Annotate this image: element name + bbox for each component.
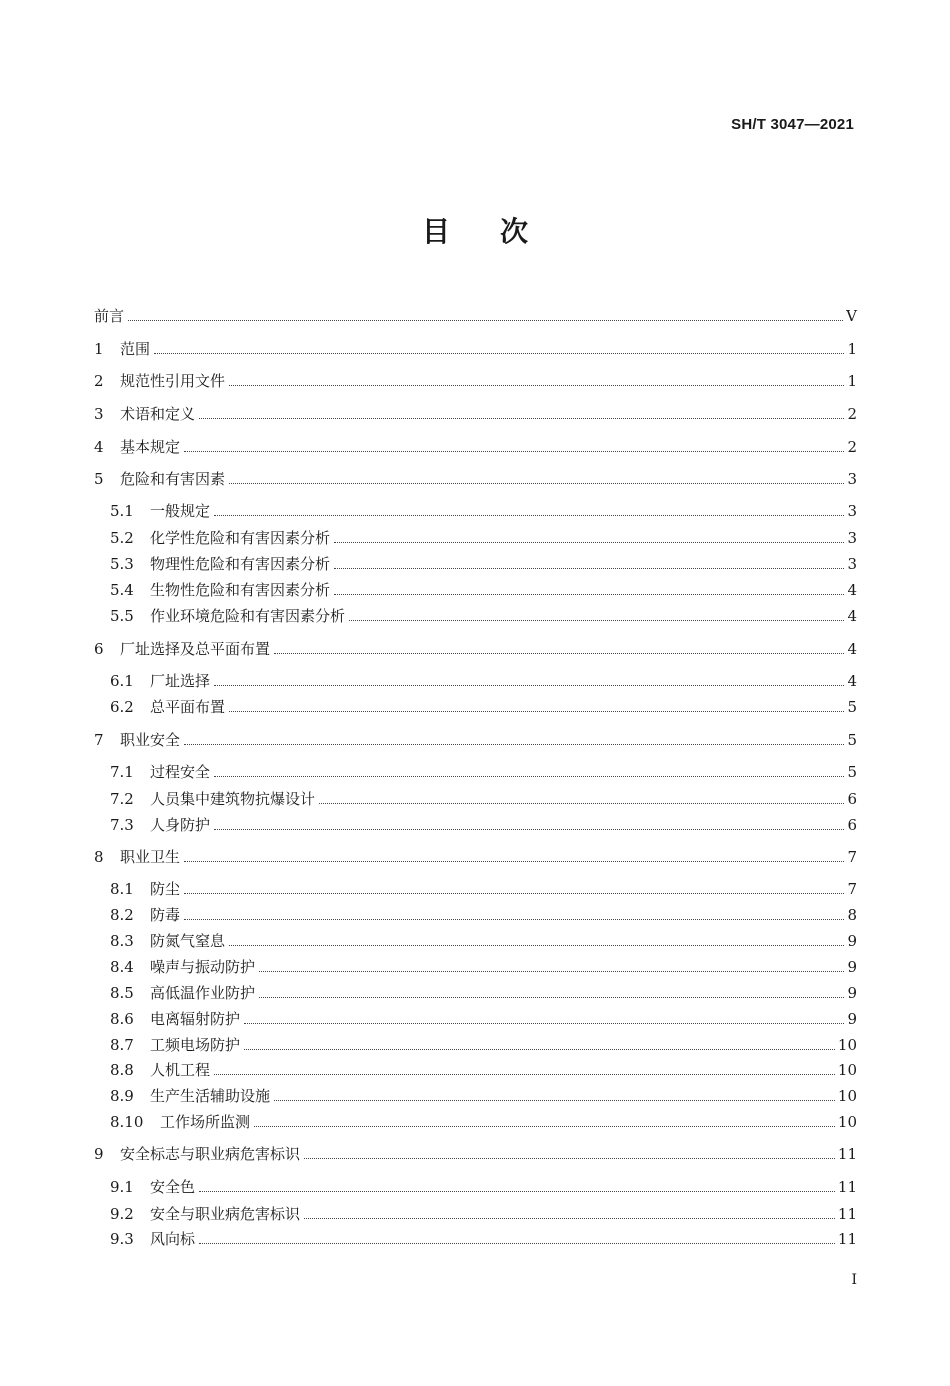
toc-entry[interactable] — [94, 846, 857, 868]
toc-number: 8.5 — [110, 984, 134, 1002]
toc-label: 生产生活辅助设施 — [150, 1087, 271, 1105]
toc-number: 8.9 — [110, 1087, 134, 1105]
toc-page: 10 — [837, 1113, 857, 1131]
toc-entry[interactable] — [94, 1111, 857, 1133]
toc-label: 过程安全 — [150, 763, 211, 781]
toc-entry[interactable] — [94, 1228, 857, 1250]
toc-label: 安全色 — [150, 1178, 196, 1196]
toc-number: 6.1 — [110, 672, 134, 690]
toc-page: V — [846, 307, 857, 325]
toc-label: 职业安全 — [120, 731, 181, 749]
toc-number: 2 — [94, 372, 104, 390]
toc-entry[interactable] — [94, 761, 857, 783]
toc-entry[interactable] — [94, 1008, 857, 1030]
toc-entry[interactable] — [94, 982, 857, 1004]
toc-label: 术语和定义 — [120, 405, 196, 423]
toc-page: 8 — [847, 906, 857, 924]
toc-entry[interactable] — [94, 956, 857, 978]
toc-entry[interactable] — [94, 370, 857, 392]
toc-page: 5 — [847, 731, 857, 749]
toc-page: 3 — [847, 555, 857, 573]
toc-entry[interactable] — [94, 878, 857, 900]
toc-label: 总平面布置 — [150, 698, 226, 716]
toc-number: 8.3 — [110, 932, 134, 950]
toc-number: 9.3 — [110, 1230, 134, 1248]
toc-label: 物理性危险和有害因素分析 — [150, 555, 331, 573]
toc-page: 11 — [837, 1145, 857, 1163]
toc-number: 7.3 — [110, 816, 134, 834]
toc-label: 厂址选择 — [150, 672, 211, 690]
toc-label: 规范性引用文件 — [120, 372, 226, 390]
toc-label: 作业环境危险和有害因素分析 — [150, 607, 346, 625]
toc-number: 6 — [94, 640, 104, 658]
toc-entry[interactable] — [94, 403, 857, 425]
toc-number: 9.2 — [110, 1205, 134, 1223]
toc-page: 7 — [847, 880, 857, 898]
toc-label: 前言 — [94, 307, 125, 325]
toc-entry[interactable] — [94, 500, 857, 522]
toc-number: 8.1 — [110, 880, 134, 898]
toc-page: 3 — [847, 502, 857, 520]
toc-number: 4 — [94, 438, 104, 456]
toc-page: 2 — [847, 405, 857, 423]
toc-label: 安全与职业病危害标识 — [150, 1205, 301, 1223]
toc-number: 9 — [94, 1145, 104, 1163]
toc-entry[interactable] — [94, 1143, 857, 1165]
toc-entry[interactable] — [94, 579, 857, 601]
toc-label: 电离辐射防护 — [150, 1010, 241, 1028]
title-char-2: 次 — [500, 215, 529, 248]
page-number: I — [851, 1272, 857, 1288]
toc-entry[interactable] — [94, 605, 857, 627]
toc-label: 防毒 — [150, 906, 181, 924]
toc-label: 职业卫生 — [120, 848, 181, 866]
toc-label: 防尘 — [150, 880, 181, 898]
toc-label: 人身防护 — [150, 816, 211, 834]
toc-page: 1 — [847, 340, 857, 358]
toc-label: 危险和有害因素 — [120, 470, 226, 488]
toc-label: 一般规定 — [150, 502, 211, 520]
toc-entry[interactable] — [94, 1085, 857, 1107]
toc-page: 10 — [837, 1087, 857, 1105]
toc-number: 7 — [94, 731, 104, 749]
toc-page: 4 — [847, 607, 857, 625]
toc-label: 高低温作业防护 — [150, 984, 256, 1002]
toc-label: 基本规定 — [120, 438, 181, 456]
toc-label: 工频电场防护 — [150, 1036, 241, 1054]
toc-entry[interactable] — [94, 1176, 857, 1198]
toc-entry[interactable] — [94, 436, 857, 458]
toc-label: 防氮气窒息 — [150, 932, 226, 950]
toc-page: 11 — [837, 1230, 857, 1248]
toc-page: 4 — [847, 672, 857, 690]
toc-label: 人机工程 — [150, 1061, 211, 1079]
toc-entry[interactable] — [94, 553, 857, 575]
toc-label: 安全标志与职业病危害标识 — [120, 1145, 301, 1163]
toc-page: 11 — [837, 1178, 857, 1196]
toc-number: 8.8 — [110, 1061, 134, 1079]
toc-entry[interactable] — [94, 729, 857, 751]
toc-page: 3 — [847, 470, 857, 488]
toc-label: 化学性危险和有害因素分析 — [150, 529, 331, 547]
toc-entry[interactable] — [94, 338, 857, 360]
toc-number: 9.1 — [110, 1178, 134, 1196]
toc-page: 10 — [837, 1061, 857, 1079]
toc-label: 风向标 — [150, 1230, 196, 1248]
toc-entry[interactable] — [94, 814, 857, 836]
toc-entry-foreword[interactable] — [94, 305, 857, 327]
toc-number: 5.2 — [110, 529, 134, 547]
toc-number: 8.10 — [110, 1113, 144, 1131]
toc-label: 工作场所监测 — [160, 1113, 251, 1131]
toc-number: 5.1 — [110, 502, 134, 520]
title-char-1: 目 — [421, 215, 450, 248]
toc-page: 9 — [847, 984, 857, 1002]
toc-number: 1 — [94, 340, 104, 358]
toc-entry[interactable] — [94, 930, 857, 952]
toc-page: 5 — [847, 763, 857, 781]
toc-entry[interactable] — [94, 904, 857, 926]
toc-entry[interactable] — [94, 1034, 857, 1056]
toc-entry[interactable] — [94, 468, 857, 490]
toc-label: 范围 — [120, 340, 151, 358]
toc-page: 1 — [847, 372, 857, 390]
toc-entry[interactable] — [94, 788, 857, 810]
toc-number: 3 — [94, 405, 104, 423]
toc-entry[interactable] — [94, 696, 857, 718]
toc-entry[interactable] — [94, 1203, 857, 1225]
toc-label: 人员集中建筑物抗爆设计 — [150, 790, 316, 808]
toc-number: 8.7 — [110, 1036, 134, 1054]
toc-number: 7.2 — [110, 790, 134, 808]
toc-label: 噪声与振动防护 — [150, 958, 256, 976]
toc-number: 6.2 — [110, 698, 134, 716]
toc-page: 9 — [847, 958, 857, 976]
toc-entry[interactable] — [94, 638, 857, 660]
toc-page: 10 — [837, 1036, 857, 1054]
toc-page: 9 — [847, 932, 857, 950]
toc-entry[interactable] — [94, 527, 857, 549]
toc-number: 5.4 — [110, 581, 134, 599]
toc-page: 3 — [847, 529, 857, 547]
toc-entry[interactable] — [94, 1059, 857, 1081]
toc-number: 8.6 — [110, 1010, 134, 1028]
toc-number: 8.4 — [110, 958, 134, 976]
toc-number: 7.1 — [110, 763, 134, 781]
toc-entry[interactable] — [94, 670, 857, 692]
toc-page: 6 — [847, 790, 857, 808]
toc-number: 5 — [94, 470, 104, 488]
toc-page: 7 — [847, 848, 857, 866]
toc-label: 厂址选择及总平面布置 — [120, 640, 271, 658]
toc-number: 8 — [94, 848, 104, 866]
toc-page: 2 — [847, 438, 857, 456]
standard-code: SH/T 3047—2021 — [731, 116, 854, 133]
toc-number: 5.3 — [110, 555, 134, 573]
toc-page: 4 — [847, 581, 857, 599]
page-title — [0, 210, 950, 250]
toc-number: 8.2 — [110, 906, 134, 924]
toc-page: 9 — [847, 1010, 857, 1028]
toc-page: 6 — [847, 816, 857, 834]
toc-label: 生物性危险和有害因素分析 — [150, 581, 331, 599]
toc-number: 5.5 — [110, 607, 134, 625]
toc-page: 11 — [837, 1205, 857, 1223]
toc-page: 5 — [847, 698, 857, 716]
toc-page: 4 — [847, 640, 857, 658]
